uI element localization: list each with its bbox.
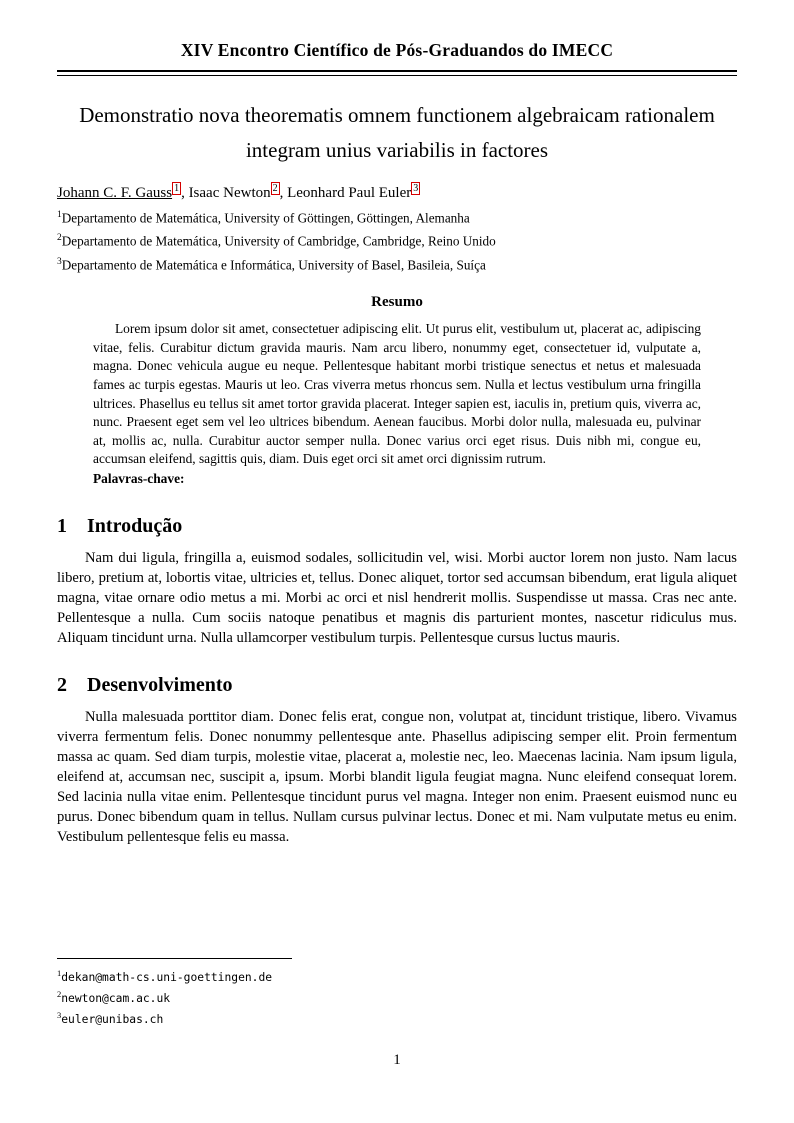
footnote-marker: 1 xyxy=(57,968,62,978)
section-heading-1 xyxy=(57,515,737,538)
affiliation-marker: 1 xyxy=(57,209,62,220)
footnote-marker: 2 xyxy=(57,988,62,999)
affiliation-2 xyxy=(57,228,737,252)
page-number: 1 xyxy=(393,1052,401,1068)
section-title: Desenvolvimento xyxy=(87,673,233,696)
section-paragraph-2: Nulla malesuada porttitor diam. Donec felis erat, congue non, volutpat at, tincidunt tristique, libero. Vivamus viverra fermentum felis. Donec nonummy pellentesque ante. Phasellus adipiscing semper elit. Proin fermentum massa ac quam. Sed diam turpis, molestie vitae, placerat a, molestie nec, leo. Maecenas lacinia. Nam ipsum ligula, eleifend at, accumsan nec, suscipit a, ipsum. Morbi blandit ligula feugiat magna. Nunc eleifend consequat lorem. Sed lacinia nulla vitae enim. Pellentesque tincidunt purus vel magna. Integer non enim. Praesent euismod nunc eu purus. Donec bibendum quam in tellus. Nullam cursus pulvinar lectus. Donec et mi. Nam vulputate metus eu enim. Vestibulum pellentesque felis eu massa. xyxy=(57,708,737,845)
abstract-heading: Resumo xyxy=(371,294,423,311)
section-number: 1 xyxy=(57,514,67,537)
author-name-euler: Leonhard Paul Euler xyxy=(287,184,412,201)
footnote-marker: 3 xyxy=(57,1009,62,1020)
author-name-newton: Isaac Newton xyxy=(188,184,271,201)
section-title: Introdução xyxy=(87,514,183,537)
footnote-email: dekan@math-cs.uni-goettingen.de xyxy=(61,970,273,984)
affiliation-3 xyxy=(57,252,737,276)
author-separator: , xyxy=(181,184,189,201)
author-separator: , xyxy=(279,184,288,201)
abstract-text: Lorem ipsum dolor sit amet, consectetuer adipiscing elit. Ut purus elit, vestibulum ut, placerat ac, adipiscing vitae, felis. Curabitur dictum gravida mauris. Nam arcu libero, nonummy eget, consectetuer id, vulputate a, magna. Donec vehicula augue eu neque. Pellentesque habitant morbi tristique senectus et netus et malesuada fames ac turpis egestas. Mauris ut leo. Cras viverra metus rhoncus sem. Nulla et lectus vestibulum urna fringilla ultrices. Phasellus eu tellus sit amet tortor gravida placerat. Integer sapien est, iaculis in, pretium quis, viverra ac, nunc. Praesent eget sem vel leo ultrices bibendum. Aenean faucibus. Morbi dolor nulla, malesuada eu, pulvinar at, mollis ac, nulla. Curabitur auctor semper nulla. Donec varius orci eget risus. Duis nibh mi, congue eu, accumsan eleifend, sagittis quis, diam. Duis eget orci sit amet orci dignissim rutrum. xyxy=(93,321,701,467)
footnote-link-2[interactable]: 2 xyxy=(272,182,278,194)
paper-title: Demonstratio nova theorematis omnem functionem algebraicam rationalem integram unius variabilis in factores xyxy=(79,102,715,162)
header-rule-thick xyxy=(57,70,737,72)
footnote-1 xyxy=(57,965,737,986)
keywords-label: Palavras-chave: xyxy=(93,470,185,486)
footnote-2 xyxy=(57,986,737,1007)
affiliation-marker: 2 xyxy=(57,233,62,244)
section-paragraph-1: Nam dui ligula, fringilla a, euismod sodales, sollicitudin vel, wisi. Morbi auctor lorem non justo. Nam lacus libero, pretium at, lobortis vitae, ultricies et, tellus. Donec aliquet, tortor sed accumsan bibendum, erat ligula aliquet magna, vitae ornare odio metus a mi. Morbi ac orci et nisl hendrerit mollis. Suspendisse ut massa. Cras nec ante. Pellentesque a nulla. Cum sociis natoque penatibus et magnis dis parturient montes, nascetur ridiculus mus. Aliquam tincidunt urna. Nulla ullamcorper vestibulum turpis. Pellentesque cursus luctus mauris. xyxy=(57,549,737,646)
affiliation-text: Departamento de Matemática e Informática, University of Basel, Basileia, Suíça xyxy=(61,257,486,273)
footnote-email: newton@cam.ac.uk xyxy=(61,991,171,1005)
affiliation-marker: 3 xyxy=(57,257,62,268)
footnote-3 xyxy=(57,1007,737,1028)
footnote-rule xyxy=(57,958,292,959)
abstract-block xyxy=(93,320,701,488)
affiliation-1 xyxy=(57,205,737,229)
affiliation-text: Departamento de Matemática, University of Göttingen, Göttingen, Alemanha xyxy=(61,209,470,225)
author-line xyxy=(57,184,737,202)
section-heading-2 xyxy=(57,674,737,697)
section-number: 2 xyxy=(57,673,67,696)
footnote-email: euler@unibas.ch xyxy=(61,1012,164,1026)
author-name-gauss[interactable]: Johann C. F. Gauss xyxy=(57,184,173,201)
footnote-link-3[interactable]: 3 xyxy=(413,182,419,194)
footnotes-block xyxy=(57,958,737,1027)
conference-header: XIV Encontro Científico de Pós-Graduandos do IMECC xyxy=(180,40,614,60)
affiliations xyxy=(57,205,737,277)
header-rule-thin xyxy=(57,75,737,76)
footnote-link-1[interactable]: 1 xyxy=(174,182,180,194)
affiliation-text: Departamento de Matemática, University of Cambridge, Cambridge, Reino Unido xyxy=(61,233,496,249)
